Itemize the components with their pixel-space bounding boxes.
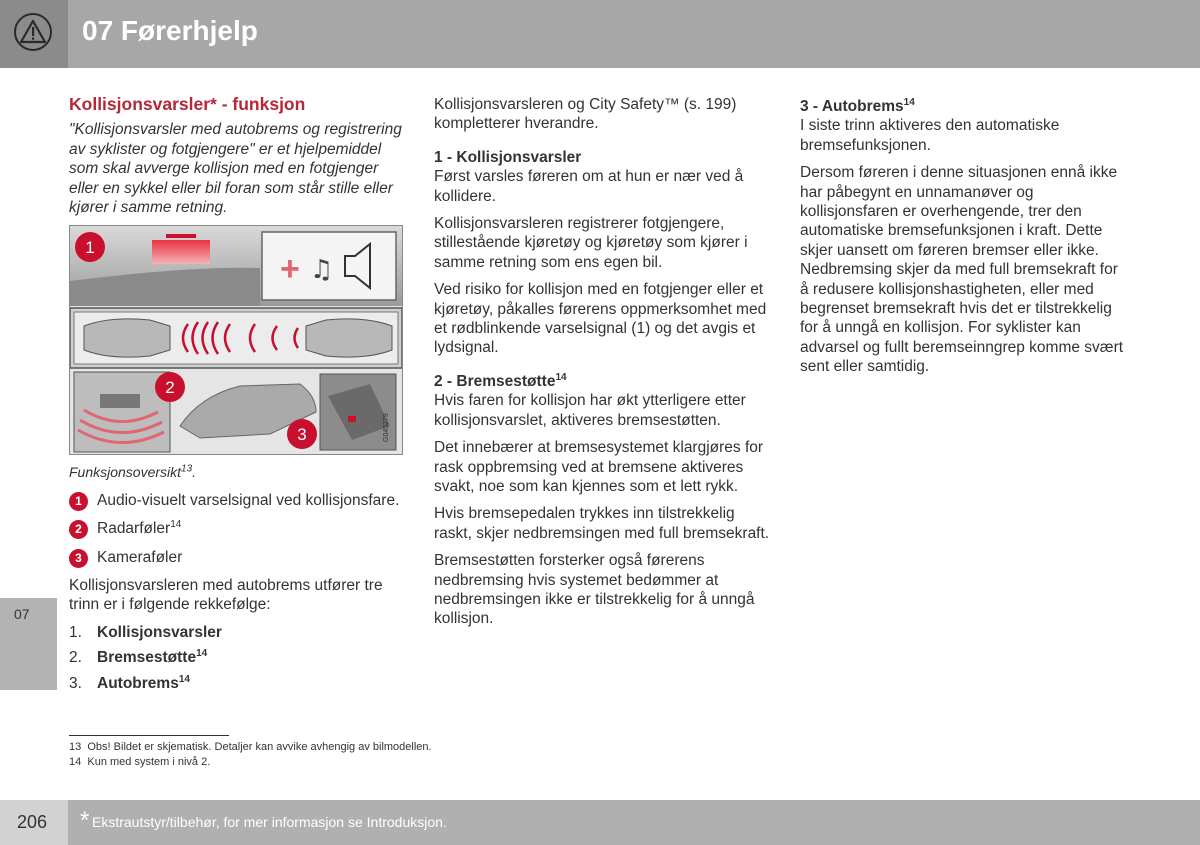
column-2	[434, 95, 774, 637]
paragraph: Det innebærer at bremsesystemet klargjøres for rask oppbremsing ved at bremsene aktiveres svakt, noe som kan kjennes som et lett rykk.	[434, 439, 764, 495]
legend-text: Audio-visuelt varselsignal ved kollisjonsfare.	[97, 491, 400, 509]
footnote-text: Kun med system i nivå 2.	[87, 756, 211, 768]
paragraph: Først varsles føreren om at hun er nær ved å kollidere.	[434, 168, 744, 205]
step-label: Kollisjonsvarsler	[97, 623, 222, 641]
footnote-14	[69, 756, 210, 768]
figure-code: G045279	[383, 413, 390, 443]
marker-3-label: 3	[297, 425, 307, 445]
footnote-number: 13	[69, 741, 82, 753]
section-title: Kollisjonsvarsler* - funksjon	[69, 94, 306, 114]
page-header	[0, 0, 1200, 68]
paragraph: Ved risiko for kollisjon med en fotgjenger eller et kjøretøy, påkalles førerens oppmerksomhet med et rødblinkende varselsignal (1) og det avgis et lydsignal.	[434, 281, 767, 357]
page-number: 206	[17, 812, 48, 832]
marker-1-label: 1	[85, 238, 95, 258]
function-overview-figure	[69, 225, 403, 455]
legend-badge: 2	[69, 520, 88, 539]
paragraph: Kollisjonsvarsleren registrerer fotgjengere, stillestående kjøretøy og kjøretøy som kjører i samme retning som ens egen bil.	[434, 215, 748, 271]
caption-end: .	[192, 464, 197, 481]
footnote-text: Obs! Bildet er skjematisk. Detaljer kan avvike avhengig av bilmodellen.	[87, 741, 432, 753]
paragraph: Hvis faren for kollisjon har økt ytterligere etter kollisjonsvarslet, aktiveres bremsestøtten.	[434, 392, 746, 429]
footnote-divider	[69, 735, 229, 736]
marker-2-label: 2	[165, 378, 175, 398]
sequence-intro: Kollisjonsvarsleren med autobrems utfører tre trinn er i følgende rekkefølge:	[69, 577, 383, 614]
step-item	[69, 623, 404, 642]
column-1	[69, 95, 404, 699]
step-item	[69, 648, 404, 667]
footer-note: Ekstrautstyr/tilbehør, for mer informasjon se Introduksjon.	[92, 814, 447, 830]
intro-text: "Kollisjonsvarsler med autobrems og registrering av syklister og fotgjengere" er et hjelpemiddel som skal avverge kollisjon med en fotgjenger eller en sykkel eller bil foran som står stille eller kjører i samme retning.	[69, 121, 402, 217]
step-footnote-ref: 14	[178, 673, 190, 685]
heading-brake-support	[434, 372, 774, 391]
paragraph: Hvis bremsepedalen trykkes inn tilstrekkelig raskt, skjer nedbremsingen med full bremsekraft.	[434, 505, 770, 542]
heading-footnote-ref: 14	[555, 371, 567, 383]
footnote-13	[69, 741, 432, 753]
figure-legend	[69, 491, 404, 567]
footnote-number: 14	[69, 756, 82, 768]
legend-item	[69, 548, 404, 567]
chapter-title: 07 Førerhjelp	[82, 15, 258, 46]
paragraph: I siste trinn aktiveres den automatiske bremsefunksjonen.	[800, 117, 1060, 154]
step-item	[69, 674, 404, 693]
heading-collision-warning: 1 - Kollisjonsvarsler	[434, 148, 582, 166]
svg-text:+: +	[280, 250, 300, 289]
heading-text: 3 - Autobrems	[800, 98, 904, 115]
svg-text:♫: ♫	[310, 255, 334, 286]
step-number: 3.	[69, 674, 82, 692]
legend-item	[69, 519, 404, 538]
column-3	[800, 97, 1130, 385]
step-list	[69, 623, 404, 693]
heading-text: 2 - Bremsestøtte	[434, 372, 556, 390]
legend-badge: 1	[69, 492, 88, 511]
figure-caption	[69, 463, 404, 482]
page-footer	[0, 800, 1200, 845]
legend-badge: 3	[69, 549, 88, 568]
paragraph: Dersom føreren i denne situasjonen ennå ikke har påbegynt en unnamanøver og kollisjonsfaren er overhengende, trer den automatiske bremsefunksjonen i kraft. Dette skjer uansett om føreren bremser eller ikke. Nedbremsing skjer da med full bremsekraft for å redusere kollisjonshastigheten, eller med begrenset bremsekraft hvis det er tilstrekkelig for å unngå en kollisjon. For syklister kan advarsel og fullt beremseinngrep komme svært sent eller samtidig.	[800, 164, 1124, 376]
legend-item	[69, 491, 404, 510]
own-car	[84, 319, 170, 357]
step-number: 2.	[69, 649, 82, 667]
caption-text: Funksjonsoversikt	[69, 464, 182, 481]
header-icon-box	[0, 0, 68, 68]
page-number-box	[0, 800, 68, 845]
side-tab-label: 07	[14, 606, 30, 622]
warning-icon	[14, 13, 52, 51]
legend-footnote-ref: 14	[170, 519, 182, 531]
step-footnote-ref: 14	[196, 648, 208, 660]
chapter-side-tab	[0, 598, 57, 690]
heading-footnote-ref: 14	[903, 96, 915, 108]
step-label: Autobrems	[97, 674, 179, 692]
legend-text: Kameraføler	[97, 548, 183, 566]
car-ahead	[306, 319, 392, 357]
step-number: 1.	[69, 623, 82, 641]
heading-auto-brake	[800, 97, 1130, 116]
paragraph: Bremsestøtten forsterker også førerens nedbremsing hvis systemet bedømmer at nedbremsingen ikke er tilstrekkelig for å unngå kollisjon.	[434, 552, 755, 628]
warning-light	[152, 240, 210, 264]
legend-text: Radarføler	[97, 520, 171, 538]
caption-footnote-ref: 13	[181, 463, 193, 475]
paragraph: Kollisjonsvarsleren og City Safety™ (s. 199) kompletterer hverandre.	[434, 96, 737, 133]
figure-illustration	[70, 226, 402, 454]
asterisk-icon: *	[80, 807, 90, 834]
step-label: Bremsestøtte	[97, 649, 197, 667]
